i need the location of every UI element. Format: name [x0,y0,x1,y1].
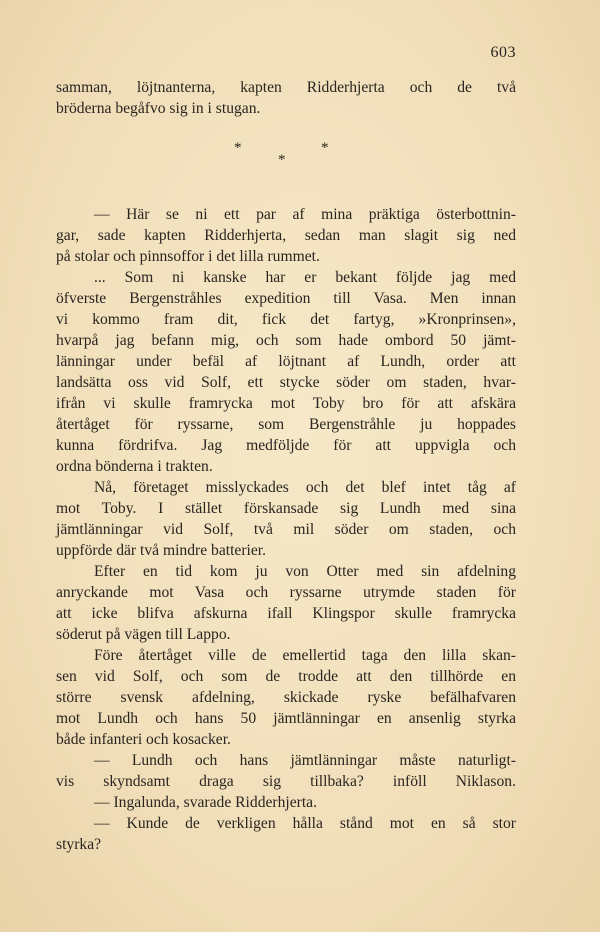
text-line: söderut på vägen till Lappo. [56,626,231,643]
text-line: Efter en tid kom ju von Otter med sin afdelning [94,563,516,580]
text-line: Före återtåget ville de emellertid taga den lilla skan- [94,647,516,664]
text-line: vi kommo fram dit, fick det fartyg, »Kronprinsen», [56,311,516,328]
text-line: att icke blifva afskurna ifall Klingspor skulle framrycka [56,605,516,622]
text-line: bröderna begåfvo sig in i stugan. [56,100,261,117]
text-line: — Ingalunda, svarade Ridderhjerta. [94,794,317,811]
text-line: ... Som ni kanske har er bekant följde jag med [94,269,516,286]
text-line: kunna fördrifva. Jag medföljde för att uppvigla och [56,437,516,454]
text-line: större svensk afdelning, skickade ryske befälhafvaren [56,689,516,706]
text-line: mot Lundh och hans 50 jämtlänningar en ansenlig styrka [56,710,516,727]
book-page [56,0,516,932]
text-line: Nå, företaget misslyckades och det blef intet tåg af [94,479,516,496]
text-line: både infanteri och kosacker. [56,731,231,748]
text-line: anryckande mot Vasa och ryssarne utrymde staden för [56,584,516,601]
text-line: öfverste Bergenstråhles expedition till Vasa. Men innan [56,290,516,307]
text-line: vis skyndsamt draga sig tillbaka? inföll Niklason. [56,773,516,790]
text-line: landsätta oss vid Solf, ett stycke söder om staden, hvar- [56,374,516,391]
page-number: 603 [490,44,516,61]
text-line: styrka? [56,836,102,853]
text-line: jämtlänningar vid Solf, två mil söder om staden, och [56,521,516,538]
text-line: länningar under befäl af löjtnant af Lundh, order att [56,353,516,370]
text-line: — Lundh och hans jämtlänningar måste naturligt- [94,752,516,769]
text-line: — Kunde de verkligen hålla stånd mot en så stor [94,815,516,832]
text-line: sen vid Solf, och som de trodde att den tillhörde en [56,668,516,685]
text-line: på stolar och pinnsoffor i det lilla rummet. [56,248,320,265]
section-break-star: * [321,140,329,156]
text-line: — Här se ni ett par af mina präktiga österbottnin- [94,206,516,223]
text-line: hvarpå jag befann mig, och som hade ombord 50 jämt- [56,332,516,349]
text-line: återtåget för ryssarne, som Bergenstråhle ju hoppades [56,416,516,433]
text-line: gar, sade kapten Ridderhjerta, sedan man slagit sig ned [56,227,516,244]
text-line: ifrån vi skulle framrycka mot Toby bro för att afskära [56,395,516,412]
section-break-star: * [234,140,242,156]
section-break-star: * [278,152,286,168]
text-line: mot Toby. I stället förskansade sig Lundh med sina [56,500,516,517]
text-line: ordna bönderna i trakten. [56,458,213,475]
text-line: samman, löjtnanterna, kapten Ridderhjerta och de två [56,79,516,96]
text-line: uppförde där två mindre batterier. [56,542,266,559]
